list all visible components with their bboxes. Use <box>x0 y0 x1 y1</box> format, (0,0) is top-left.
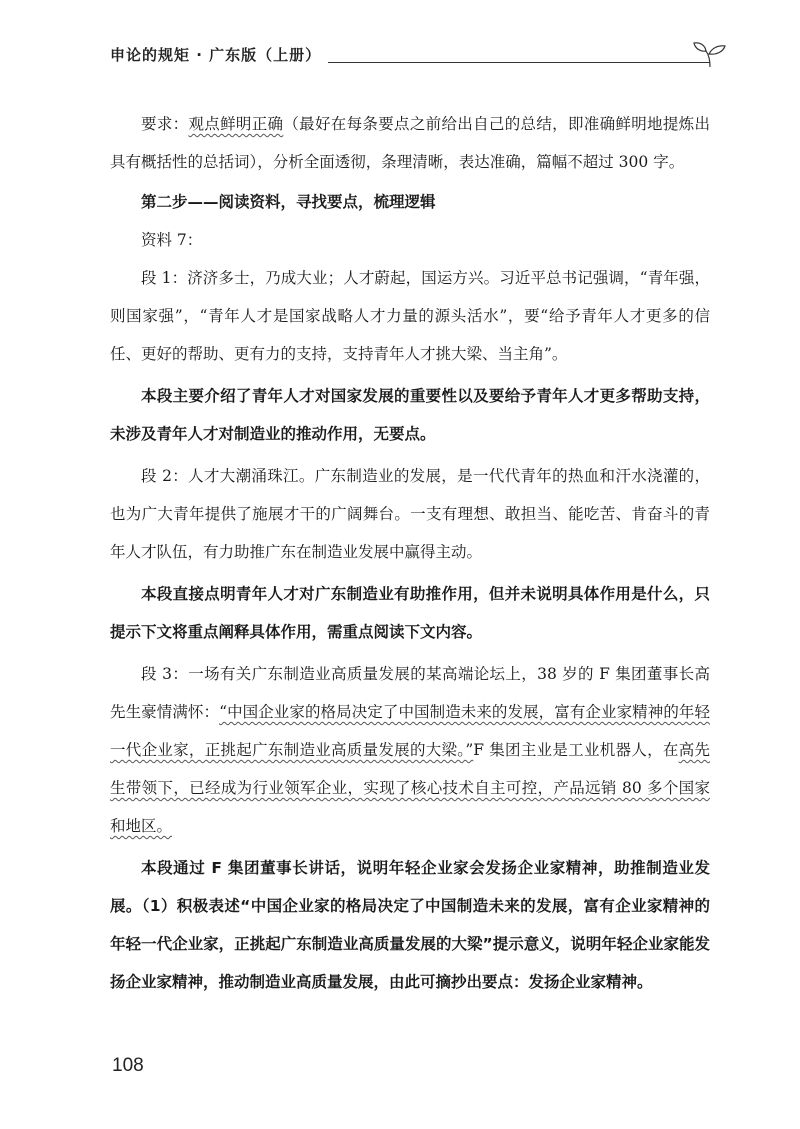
sprout-icon <box>692 40 728 68</box>
material-paragraph-2: 段 2：人才大潮涌珠江。广东制造业的发展，是一代代青年的热血和汗水浇灌的，也为广大青年提供了施展才干的广阔舞台。一支有理想、敢担当、能吃苦、肯奋斗的青年人才队伍，有力助推广东在制造业发展中赢得主动。 <box>110 467 710 561</box>
material-label: 资料 7： <box>141 231 203 249</box>
material-paragraph-1: 段 1：济济多士，乃成大业；人才蔚起，国运方兴。习近平总书记强调，“青年强，则国家强”，“青年人才是国家战略人才力量的源头活水”，要“给予青年人才更多的信任、更好的帮助、更有力的支持，支持青年人才挑大梁、当主角”。 <box>110 269 710 363</box>
para3-quote: “中国企业家的格局决定了中国制造未来的发展，富有企业家精神的年轻一代企业家，正挑起广东制造业高质量发展的大梁。” <box>110 703 710 759</box>
requirement-label: 要求： <box>141 115 189 133</box>
analysis-paragraph-2: 本段直接点明青年人才对广东制造业有助推作用，但并未说明具体作用是什么，只提示下文将重点阐释具体作用，需重点阅读下文内容。 <box>110 585 710 641</box>
header-rule <box>328 62 710 63</box>
page-body <box>110 105 710 1001</box>
analysis-paragraph-3: 本段通过 F 集团董事长讲话，说明年轻企业家会发扬企业家精神，助推制造业发展。（1）积极表述“中国企业家的格局决定了中国制造未来的发展，富有企业家精神的年轻一代企业家，正挑起广东制造业高质量发展的大梁”提示意义，说明年轻企业家能发扬企业家精神，推动制造业高质量发展，由此可摘抄出要点：发扬企业家精神。 <box>110 859 710 991</box>
para3-middle: F 集团主业是工业机器人，在 <box>473 741 679 759</box>
page-number: 108 <box>112 1055 144 1076</box>
material-paragraph-3 <box>110 655 710 845</box>
para3-intro: 段 3：一场有关广东制造业高质量发展的某高端论坛上，38 岁的 F 集团董事长高先生豪情满怀： <box>110 665 710 721</box>
para3-underlined: 高先生带领下，已经成为行业领军企业，实现了核心技术自主可控，产品远销 80 多个国家和地区。 <box>110 741 710 835</box>
step2-heading: 第二步——阅读资料，寻找要点，梳理逻辑 <box>141 193 436 211</box>
requirement-paragraph <box>110 105 710 181</box>
analysis-paragraph-1: 本段主要介绍了青年人才对国家发展的重要性以及要给予青年人才更多帮助支持，未涉及青年人才对制造业的推动作用，无要点。 <box>110 387 710 443</box>
requirement-text: （最好在每条要点之前给出自己的总结，即准确鲜明地提炼出具有概括性的总括词），分析全面透彻，条理清晰，表达准确，篇幅不超过 300 字。 <box>110 115 710 171</box>
running-header <box>110 40 750 70</box>
book-title: 申论的规矩 · 广东版（上册） <box>110 46 322 64</box>
requirement-emphasis: 观点鲜明正确 <box>188 115 284 133</box>
